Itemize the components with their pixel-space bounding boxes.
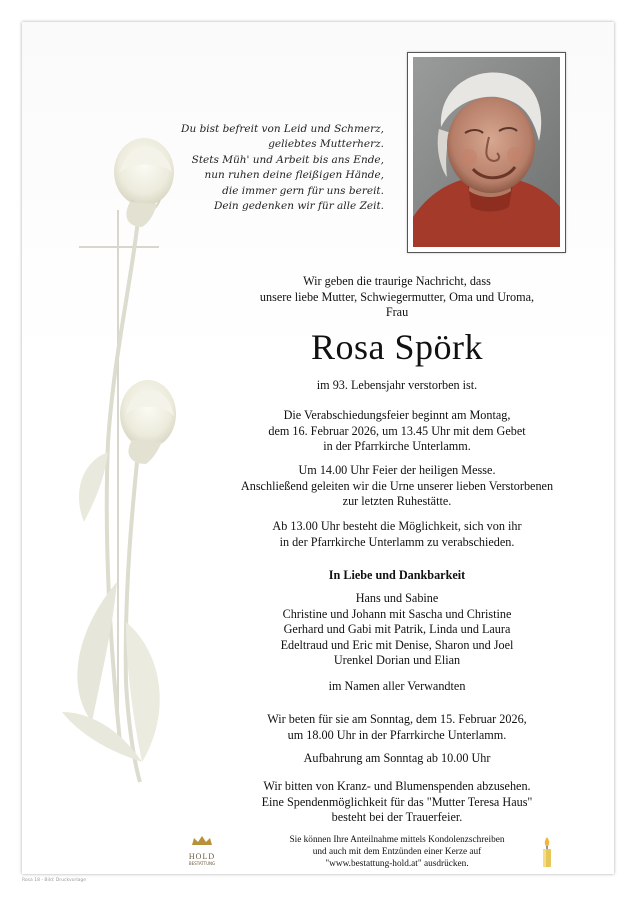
condolence-line: und auch mit dem Entzünden einer Kerze auf xyxy=(312,847,482,858)
donation-line: Wir bitten von Kranz- und Blumenspenden abzusehen. xyxy=(263,779,531,793)
farewell-line: Ab 13.00 Uhr besteht die Möglichkeit, sich von ihr xyxy=(272,519,522,533)
poem-line: Stets Müh' und Arbeit bis ans Ende, xyxy=(191,153,384,166)
funeral-home-logo xyxy=(182,834,222,870)
mourner-entry: Edeltraud und Eric mit Denise, Sharon und Joel xyxy=(280,637,514,652)
mass-line: Anschließend geleiten wir die Urne unserer lieben Verstorbenen xyxy=(240,478,554,493)
logo-name: HOLD xyxy=(188,852,216,861)
mourners-heading: In Liebe und Dankbarkeit xyxy=(328,568,466,582)
prayer-paragraph xyxy=(192,712,602,743)
mourner-entry: Hans und Sabine xyxy=(355,591,439,605)
portrait-frame xyxy=(407,52,566,253)
mass-paragraph xyxy=(192,463,602,510)
obituary-card xyxy=(22,22,614,874)
mass-line: Um 14.00 Uhr Feier der heiligen Messe. xyxy=(298,463,496,477)
image-credit: Rosa 18 - Bild: Druckvorlage xyxy=(22,878,86,883)
condolence-note xyxy=(247,834,547,871)
condolence-line: Sie können Ihre Anteilnahme mittels Kondolenzschreiben xyxy=(289,835,505,845)
poem-line: nun ruhen deine fleißigen Hände, xyxy=(204,169,384,182)
mourner-entry: Christine und Johann mit Sascha und Christine xyxy=(282,606,512,621)
intro-line: Wir geben die traurige Nachricht, dass xyxy=(303,274,491,288)
logo-subtitle: BESTATTUNG xyxy=(188,861,216,866)
mass-line: zur letzten Ruhestätte. xyxy=(342,494,452,509)
prayer-line: Wir beten für sie am Sonntag, dem 15. Februar 2026, xyxy=(267,712,527,726)
ceremony-paragraph xyxy=(192,408,602,455)
poem xyxy=(84,122,384,214)
poem-line: die immer gern für uns bereit. xyxy=(222,184,384,197)
ceremony-line: in der Pfarrkirche Unterlamm. xyxy=(323,439,471,454)
portrait-photo xyxy=(413,57,560,247)
deceased-name: Rosa Spörk xyxy=(310,327,483,367)
mourner-entry: Urenkel Dorian und Elian xyxy=(333,653,461,668)
candle-icon xyxy=(540,836,554,868)
poem-line: Dein gedenken wir für alle Zeit. xyxy=(213,200,384,213)
poem-line: Du bist befreit von Leid und Schmerz, xyxy=(181,123,384,135)
condolence-line: "www.bestattung-hold.at" ausdrücken. xyxy=(325,859,469,870)
intro-line: unsere liebe Mutter, Schwiegermutter, Oma und Uroma, xyxy=(259,289,535,304)
intro-line: Frau xyxy=(385,305,409,320)
portrait-illustration xyxy=(413,57,560,247)
ceremony-line: dem 16. Februar 2026, um 13.45 Uhr mit dem Gebet xyxy=(268,423,526,438)
poem-line: geliebtes Mutterherz. xyxy=(268,138,384,151)
viewing-line: Aufbahrung am Sonntag ab 10.00 Uhr xyxy=(303,751,491,765)
crown-icon xyxy=(190,835,214,847)
age-line: im 93. Lebensjahr verstorben ist. xyxy=(316,378,478,392)
farewell-paragraph xyxy=(192,519,602,550)
ceremony-line: Die Verabschiedungsfeier beginnt am Montag, xyxy=(283,408,511,422)
donation-line: Eine Spendenmöglichkeit für das "Mutter Teresa Haus" xyxy=(261,794,533,809)
relatives-line: im Namen aller Verwandten xyxy=(328,679,466,693)
mourner-entry: Gerhard und Gabi mit Patrik, Linda und Laura xyxy=(283,622,511,637)
donation-paragraph xyxy=(192,779,602,826)
donation-line: besteht bei der Trauerfeier. xyxy=(331,810,463,825)
farewell-line: in der Pfarrkirche Unterlamm zu verabschieden. xyxy=(279,534,515,549)
mourners-list xyxy=(192,591,602,669)
prayer-line: um 18.00 Uhr in der Pfarrkirche Unterlamm. xyxy=(287,727,507,742)
announcement-intro xyxy=(192,274,602,321)
